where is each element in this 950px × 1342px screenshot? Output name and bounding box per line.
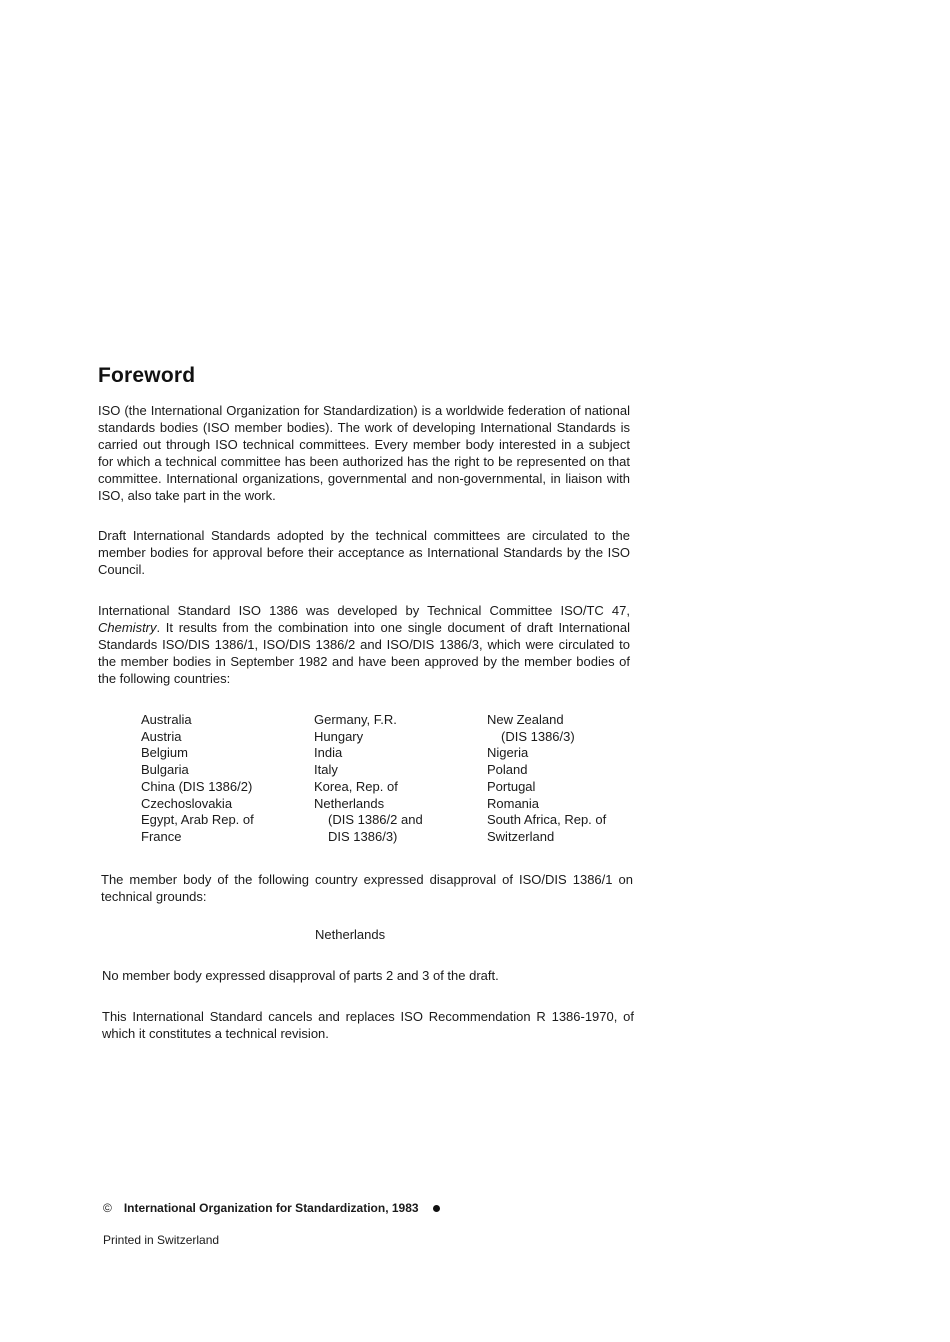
bullet-dot-icon (433, 1205, 440, 1212)
country-list-column-2 (314, 712, 423, 846)
country-item: Germany, F.R. (314, 712, 397, 727)
country-item: Italy (314, 762, 338, 778)
country-item: China (DIS 1386/2) (141, 778, 253, 794)
copyright-text: International Organization for Standardization, 1983 (123, 1201, 419, 1215)
country-item: Nigeria (487, 745, 529, 761)
paragraph-development (98, 602, 630, 687)
country-item: France (141, 828, 182, 844)
country-list-column-1 (141, 712, 254, 846)
country-item: Belgium (141, 745, 188, 761)
disapproving-country: Netherlands (315, 927, 386, 942)
paragraph-iso-intro: ISO (the International Organization for Standardization) is a worldwide federation of national standards bodies (ISO member bodies). The work of developing International Standards is carried out through ISO technical committees. Every member body interested in a subject for which a technical committee has been authorized has the right to be represented on that committee. International organizations, governmental and non-governmental, in liaison with ISO, also take part in the work. (98, 403, 630, 503)
country-note: (DIS 1386/3) (501, 728, 575, 744)
printed-location: Printed in Switzerland (103, 1233, 220, 1247)
paragraph-replacement: This International Standard cancels and replaces ISO Recommendation R 1386-1970, of which it constitutes a technical revision. (102, 1009, 634, 1041)
development-text-start: International Standard ISO 1386 was developed by Technical Committee ISO/TC 47, (98, 603, 630, 618)
paragraph-disapproval: The member body of the following country expressed disapproval of ISO/DIS 1386/1 on technical grounds: (101, 872, 633, 904)
country-item: Portugal (487, 778, 536, 794)
country-item: Czechoslovakia (141, 795, 233, 811)
country-list-column-3 (487, 712, 606, 846)
country-item: Egypt, Arab Rep. of (141, 812, 254, 828)
development-text-end: . It results from the combination into one single document of draft International Standards ISO/DIS 1386/1, ISO/DIS 1386/2 and ISO/DIS 1386/3, which were circulated to the member bodies in September 1982 and have been approved by the member bodies of the following countries: (98, 620, 630, 686)
country-item: Poland (487, 762, 528, 778)
country-note: DIS 1386/3) (328, 828, 398, 844)
paragraph-no-disapproval: No member body expressed disapproval of parts 2 and 3 of the draft. (102, 968, 499, 983)
copyright-line (103, 1201, 440, 1215)
country-item: Korea, Rep. of (314, 778, 398, 794)
country-item: Australia (141, 712, 192, 727)
country-item: Romania (487, 795, 540, 811)
committee-name-italic: Chemistry (98, 620, 157, 635)
country-item: Bulgaria (141, 762, 189, 778)
country-item: Switzerland (487, 828, 555, 844)
country-item: India (314, 745, 343, 761)
copyright-icon: © (103, 1201, 112, 1215)
country-item: South Africa, Rep. of (487, 812, 607, 828)
country-item: Netherlands (314, 795, 385, 811)
paragraph-draft-standards: Draft International Standards adopted by the technical committees are circulated to the member bodies for approval before their acceptance as International Standards by the ISO Council. (98, 528, 630, 577)
page-title: Foreword (98, 364, 196, 387)
country-item: Austria (141, 728, 182, 744)
country-note: (DIS 1386/2 and (328, 812, 423, 828)
country-item: Hungary (314, 728, 364, 744)
country-item: New Zealand (487, 712, 564, 727)
